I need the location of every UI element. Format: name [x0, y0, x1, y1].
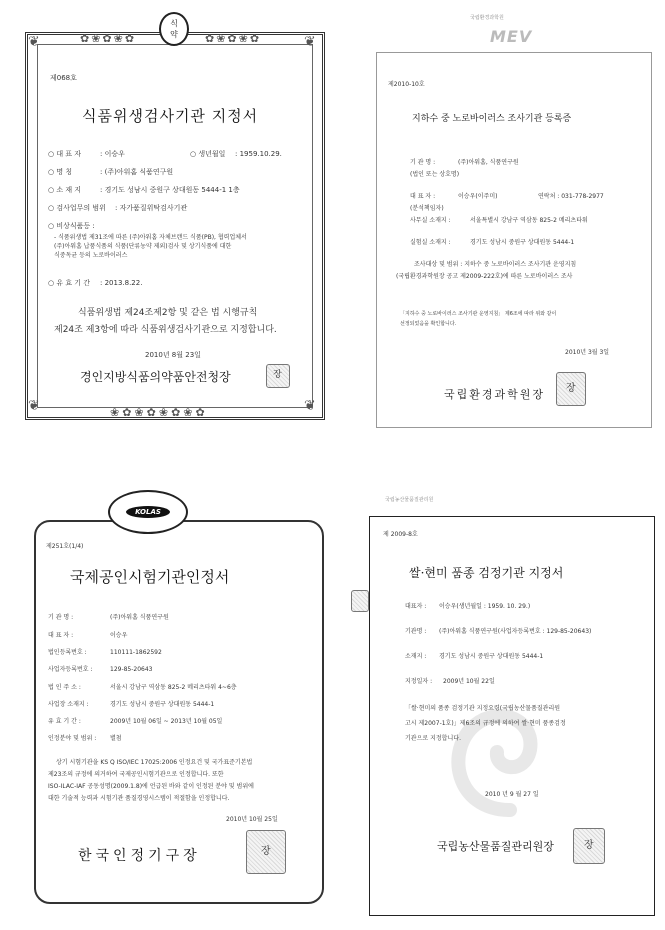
field-label: 사업장 소재지 : — [48, 701, 89, 708]
corner-flourish-icon: ❦ — [28, 398, 40, 414]
issue-date: 2010년 10월 25일 — [226, 816, 278, 823]
field-label: 법인등록번호 : — [48, 649, 87, 656]
vine-ornament-icon: ✿❀✿❀✿ — [80, 32, 137, 45]
field-value: : 경기도 성남시 중원구 상대원동 5444-1 1층 — [100, 186, 240, 194]
field-value: 이승우 — [110, 632, 128, 639]
field-value: 서울시 강남구 역삼동 825-2 메리츠타워 4~6층 — [110, 684, 237, 691]
remarks-line: - 식품위생법 제31조에 따른 (주)아워홈 자체브랜드 식품(PB), 협력업체서 — [54, 234, 247, 241]
field-value: 129-85-20643 — [110, 666, 153, 673]
field-label: 기 관 명 : — [48, 614, 74, 621]
field-value: : 2013.8.22. — [100, 279, 143, 287]
field-value: 2009년 10월 22일 — [443, 678, 495, 685]
body-line: 상기 시험기관을 KS Q ISO/IEC 17025:2006 인정요건 및 국가표준기본법 — [56, 759, 253, 766]
field-value: (주)아워홈, 식품연구원 — [458, 159, 519, 166]
government-emblem — [159, 12, 189, 46]
field-label: 지정일자 : — [405, 678, 433, 685]
certificate-norovirus-registration — [370, 10, 660, 430]
field-value: 경기도 성남시 중원구 상대원동 5444-1 — [439, 653, 544, 660]
field-label: 법 인 주 소 : — [48, 684, 81, 691]
statement-line: 식품위생법 제24조제2항 및 같은 법 시행규칙 — [78, 308, 258, 318]
certificate-title: 식품위생검사기관 지정서 — [82, 107, 259, 125]
field-label: 사업자등록번호 : — [48, 666, 93, 673]
certificate-number: 제 2009-8호 — [383, 531, 418, 538]
field-label: ○ 대 표 자 — [48, 150, 82, 158]
official-seal — [573, 828, 605, 864]
issue-date: 2010년 3월 3일 — [565, 349, 610, 356]
certificate-title: 지하수 중 노로바이러스 조사기관 등록증 — [412, 114, 572, 124]
field-value: (주)아워홈 식품연구원(사업자등록번호 : 129-85-20643) — [439, 628, 592, 635]
field-label: 인정분야 및 범위 : — [48, 735, 97, 742]
vine-ornament-icon: ✿❀✿❀✿ — [205, 32, 262, 45]
body-line: 기관으로 지정합니다. — [405, 735, 461, 742]
field-value: : 1959.10.29. — [235, 150, 282, 158]
field-value: 경기도 성남시 중원구 상대원동 5444-1 — [110, 701, 215, 708]
corner-flourish-icon: ❦ — [304, 398, 316, 414]
vine-ornament-icon: ❀✿❀✿❀✿❀✿ — [110, 406, 208, 419]
official-seal — [556, 372, 586, 406]
certificate-food-inspection — [20, 10, 330, 425]
field-label: ○ 명 칭 — [48, 168, 73, 176]
body-line: 대한 기술적 능력과 시험기관 품질경영시스템이 적절함을 인정합니다. — [48, 795, 230, 802]
field-value: 이승우(생년월일 : 1959. 10. 29.) — [439, 603, 531, 610]
issuer-name: 경인지방식품의약품안전청장 — [80, 370, 231, 384]
remarks-line: 식중독균 등의 노로바이러스 — [54, 252, 128, 259]
certificate-number: 제068호 — [50, 74, 77, 82]
body-line: 「쌀·현미의 품종 검정기관 지정요령(국립농산물품질관리원 — [405, 705, 561, 712]
field-value: 110111-1862592 — [110, 649, 162, 656]
seal-text: 장 — [261, 846, 271, 857]
field-value: : 이승우 — [100, 150, 125, 158]
certificate-number: 제251호(1/4) — [46, 543, 84, 550]
field-label: (분석책임자) — [410, 205, 444, 212]
field-label: 소재지 : — [405, 653, 427, 660]
field-label: 대 표 자 : — [410, 193, 436, 200]
field-label: 유 효 기 간 : — [48, 718, 81, 725]
certificate-title: 국제공인시험기관인정서 — [70, 568, 230, 586]
field-label: ○ 생년월일 — [190, 150, 226, 158]
certificate-rice-variety — [345, 490, 660, 920]
field-value: 2009년 10월 06일 ~ 2013년 10월 05일 — [110, 718, 223, 725]
notice-line: 선정되었음을 확인합니다. — [400, 321, 457, 327]
margin-stamp — [351, 590, 369, 612]
corner-flourish-icon: ❦ — [304, 34, 316, 50]
remarks-label: ○ 비상식품등 : — [48, 222, 95, 230]
body-line: ISO-ILAC-IAF 공동성명(2009.1.8)에 언급된 바와 같이 인정된 분야 및 범위에 — [48, 783, 254, 790]
notice-line: 「지하수 중 노로바이러스 조사기관 운영지침」 제6조에 따라 위와 같이 — [400, 311, 557, 317]
statement-line: 제24조 제3항에 따라 식품위생검사기관으로 지정합니다. — [54, 325, 277, 335]
field-label: 사무실 소재지 : — [410, 217, 451, 224]
field-label: ○ 소 재 지 — [48, 186, 82, 194]
field-value: : (주)아워홈 식품연구원 — [100, 168, 174, 176]
field-value: : 자가품질위탁검사기관 — [115, 204, 188, 212]
scope-line: 조사대상 및 범위 : 지하수 중 노로바이러스 조사기관 운영지침 — [414, 261, 577, 268]
field-label: ○ 유 효 기 간 — [48, 279, 91, 287]
seal-text: 장 — [584, 840, 594, 851]
issue-date: 2010년 8월 23일 — [145, 351, 201, 359]
field-label: 기 관 명 : — [410, 159, 436, 166]
field-label: 대 표 자 : — [48, 632, 74, 639]
corner-flourish-icon: ❦ — [28, 34, 40, 50]
kolas-logo: KOLAS — [126, 506, 170, 518]
emblem-char: 약 — [170, 30, 178, 39]
field-value: 이승우(이주미) — [458, 193, 498, 200]
field-value: 서울특별시 강남구 역삼동 825-2 메리츠타워 — [470, 217, 588, 224]
seal-text: 장 — [566, 383, 576, 394]
emblem-char: 식 — [170, 19, 178, 28]
scope-line: (국립환경과학원장 공고 제2009-222호)에 따른 노로바이러스 조사 — [396, 273, 573, 280]
field-value: (주)아워홈 식품연구원 — [110, 614, 169, 621]
field-label: (법인 또는 상호명) — [410, 171, 460, 178]
field-value: 연락처 : 031-778-2977 — [538, 193, 604, 200]
field-label: 기관명 : — [405, 628, 427, 635]
field-label: 대표자 : — [405, 603, 427, 610]
issuer-name: 국립농산물품질관리원장 — [437, 840, 554, 853]
body-line: 제23조의 규정에 의거하여 국제공인시험기관으로 인정합니다. 또한 — [48, 771, 224, 778]
header-agency: 국립농산물품질관리원 — [385, 497, 434, 503]
field-value: 별첨 — [110, 735, 122, 742]
field-label: 실험실 소재지 : — [410, 239, 451, 246]
agency-logo: MEV — [490, 27, 533, 46]
official-seal — [246, 830, 286, 874]
header-agency: 국립환경과학원 — [470, 15, 504, 21]
seal-text: 장 — [273, 370, 282, 380]
field-value: 경기도 성남시 중원구 상대원동 5444-1 — [470, 239, 575, 246]
official-seal — [266, 364, 290, 388]
kolas-emblem — [108, 490, 188, 534]
certificate-title: 쌀·현미 품종 검정기관 지정서 — [409, 566, 564, 580]
certificate-number: 제2010-10호 — [388, 81, 425, 88]
body-line: 고시 제2007-1호)」제6조의 규정에 의하여 쌀·현미 품종검정 — [405, 720, 566, 727]
remarks-line: (주)아워홈 납품식품의 식품(단류농약 제외)검사 및 상기식품에 대한 — [54, 243, 232, 250]
field-label: ○ 검사업무의 범위 — [48, 204, 106, 212]
certificate-kolas-accreditation — [20, 490, 330, 920]
issue-date: 2010 년 9 월 27 일 — [485, 791, 539, 798]
issuer-name: 한국인정기구장 — [78, 848, 201, 864]
issuer-name: 국립환경과학원장 — [444, 388, 546, 401]
